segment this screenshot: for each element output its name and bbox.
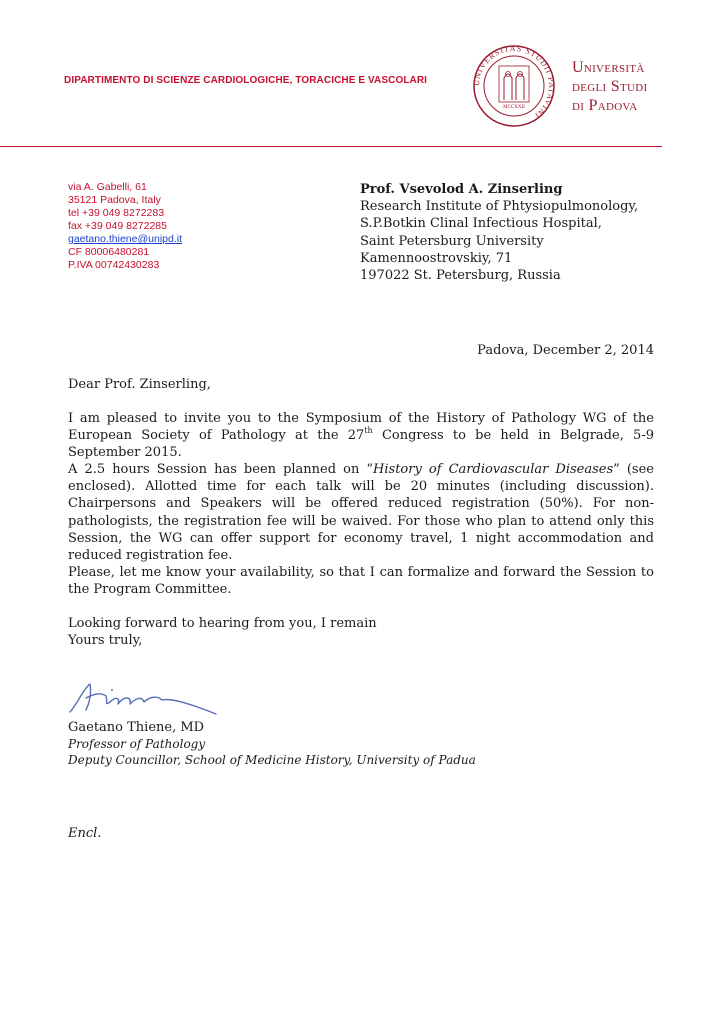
session-title: History of Cardiovascular Diseases — [373, 462, 614, 477]
paragraph-invitation — [68, 410, 654, 462]
recipient-address-line: Saint Petersburg University — [360, 233, 544, 249]
university-name — [572, 58, 647, 115]
closing-block — [68, 615, 654, 649]
university-seal-icon — [472, 44, 556, 128]
seal-text: UNIVERSITAS STUDII PATAVINI — [472, 44, 556, 121]
salutation: Dear Prof. Zinserling, — [68, 377, 211, 392]
handwritten-signature — [66, 676, 226, 720]
sender-contact-block — [68, 181, 182, 272]
recipient-block — [360, 181, 638, 284]
paragraph-session-details — [68, 461, 654, 564]
university-name-line: di Padova — [572, 97, 638, 114]
recipient-address-line: 197022 St. Petersburg, Russia — [360, 268, 561, 284]
seal-year: MCCXXII — [503, 105, 525, 110]
email-link[interactable]: gaetano.thiene@unipd.it — [68, 233, 182, 245]
paragraph-text: I am pleased to invite you to the Symposium of the History of Pathology WG of the European Society of Pathology at the 27 — [68, 411, 654, 444]
header-divider — [0, 146, 662, 147]
paragraph-text: ” (see enclosed). Allotted time for each talk will be 20 minutes (including discussion). Chairpersons and Speakers will be offered reduced registration (50%). For non-pathologists, the registration fee will be waived. For those who plan to attend only this Session, the WG can offer support for economy travel, 1 night accommodation and reduced registration fee. — [68, 462, 654, 564]
signer-name: Gaetano Thiene, MD — [68, 720, 205, 735]
closing-line: Looking forward to hearing from you, I remain — [68, 616, 377, 631]
signer-block — [68, 719, 476, 768]
university-name-line: degli Studi — [572, 78, 648, 95]
letter-date: Padova, December 2, 2014 — [477, 343, 654, 358]
paragraph-availability: Please, let me know your availability, so that I can formalize and forward the Session to the Program Committee. — [68, 565, 654, 598]
fiscal-code: CF 80006480281 — [68, 246, 150, 258]
address-line: 35121 Padova, Italy — [68, 194, 161, 206]
signer-position: Deputy Councillor, School of Medicine History, University of Padua — [68, 753, 476, 767]
university-name-line: Università — [572, 59, 645, 76]
fax-line: fax +39 049 8272285 — [68, 220, 167, 232]
recipient-address-line: S.P.Botkin Clinal Infectious Hospital, — [360, 216, 602, 232]
phone-line: tel +39 049 8272283 — [68, 207, 165, 219]
signer-title: Professor of Pathology — [68, 737, 206, 751]
enclosure-note: Encl. — [68, 826, 102, 841]
recipient-address-line: Research Institute of Phtysiopulmonology, — [360, 199, 639, 215]
department-name: DIPARTIMENTO DI SCIENZE CARDIOLOGICHE, TORACICHE E VASCOLARI — [64, 75, 428, 86]
paragraph-text: A 2.5 hours Session has been planned on “ — [68, 462, 374, 477]
address-line: via A. Gabelli, 61 — [68, 181, 147, 193]
ordinal-suffix: th — [364, 425, 373, 435]
recipient-name: Prof. Vsevolod A. Zinserling — [360, 182, 563, 197]
paragraph-text: Congress to be held in Belgrade, 5-9 September 2015. — [68, 428, 654, 461]
recipient-address-line: Kamennoostrovskiy, 71 — [360, 250, 513, 266]
vat-number: P.IVA 00742430283 — [68, 259, 160, 271]
closing-line: Yours truly, — [68, 633, 143, 649]
